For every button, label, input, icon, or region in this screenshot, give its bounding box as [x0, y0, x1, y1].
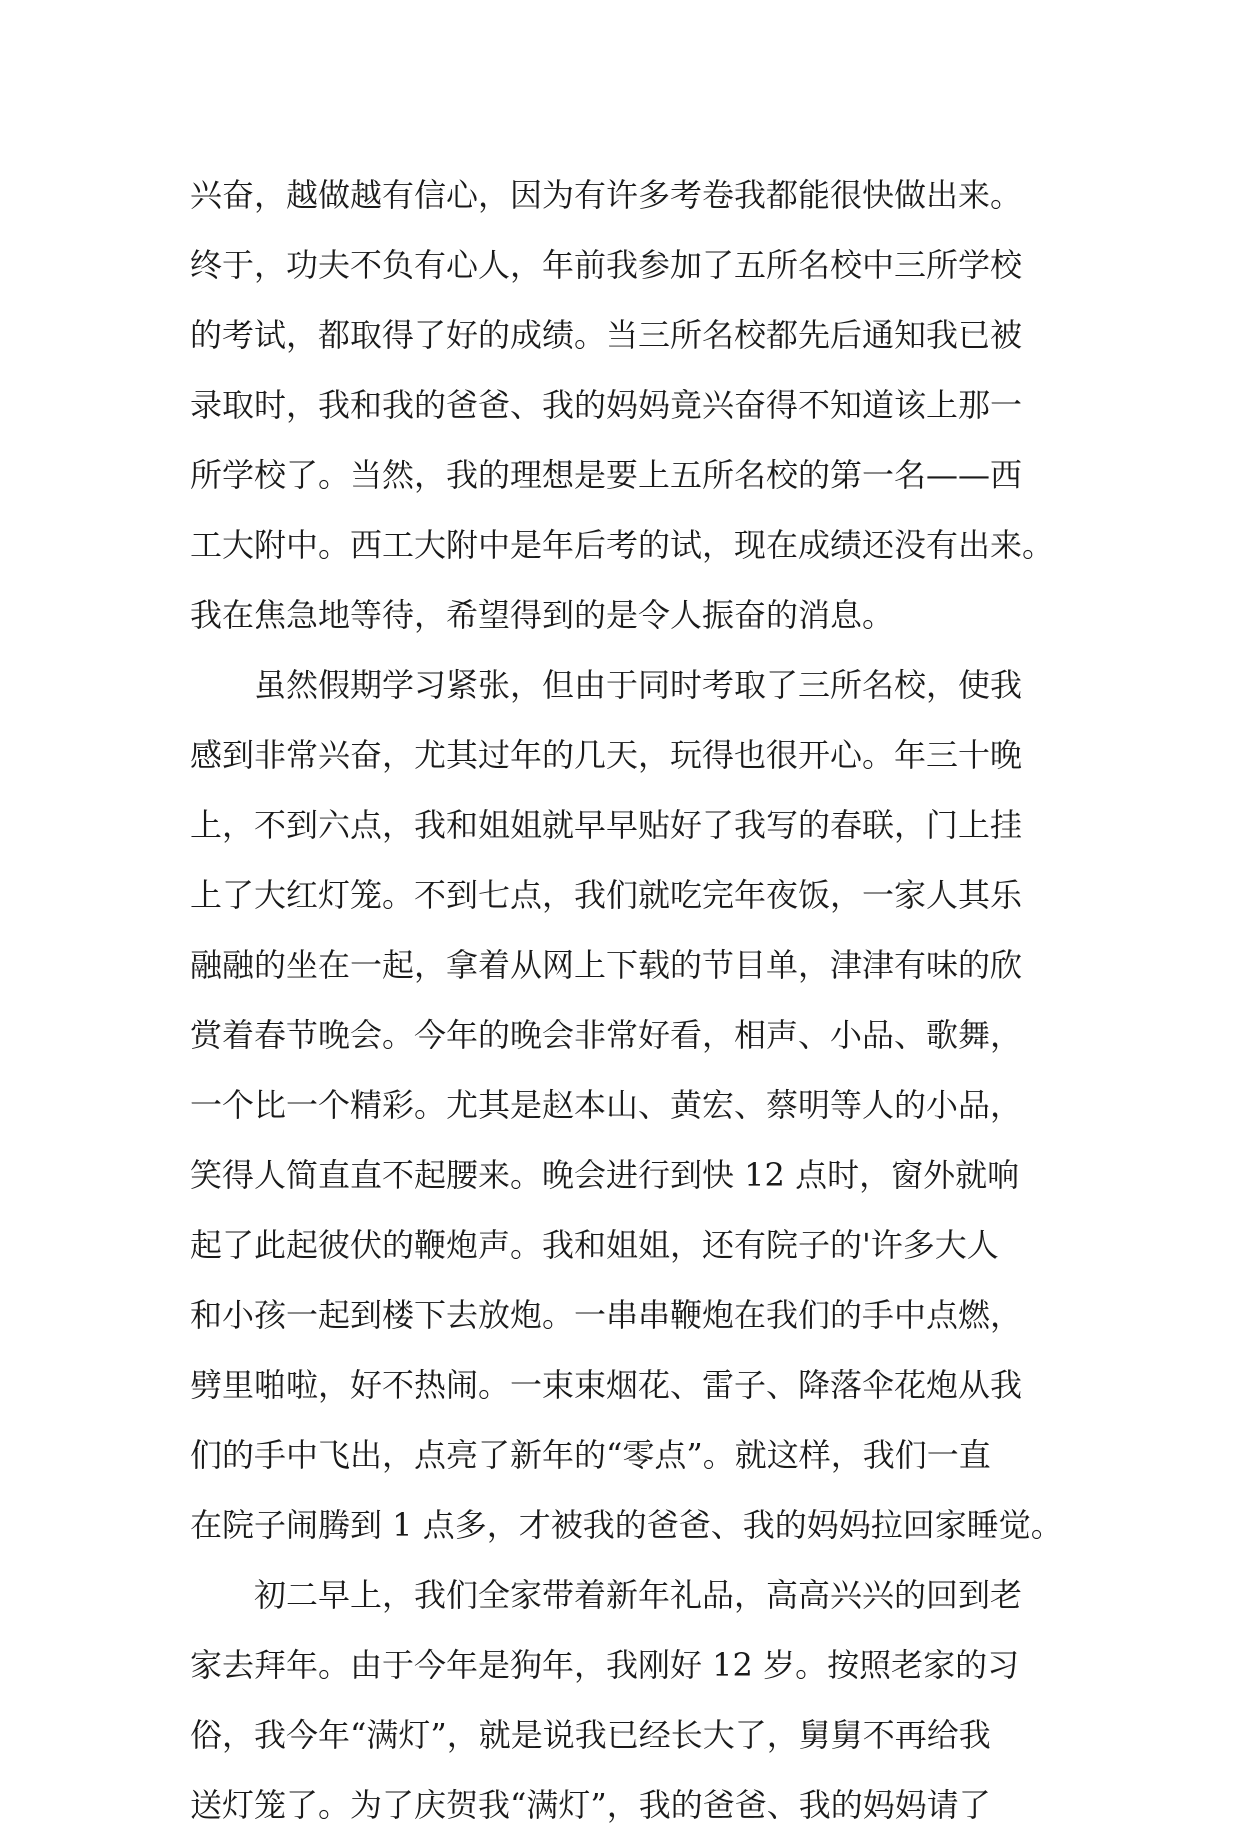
- text-line: 们的手中飞出，点亮了新年的“零点”。就这样，我们一直: [190, 1436, 991, 1474]
- text-line: 我在焦急地等待，希望得到的是令人振奋的消息。: [190, 596, 895, 634]
- text-line: 所学校了。当然，我的理想是要上五所名校的第一名——西: [190, 456, 1023, 494]
- body-text: [190, 160, 1070, 1840]
- paragraph-start-line: 初二早上，我们全家带着新年礼品，高高兴兴的回到老: [254, 1576, 1023, 1614]
- text-line: 送灯笼了。为了庆贺我“满灯”，我的爸爸、我的妈妈请了: [190, 1786, 991, 1824]
- text-line: 上了大红灯笼。不到七点，我们就吃完年夜饭，一家人其乐: [190, 876, 1023, 914]
- paragraph-start-line: 虽然假期学习紧张，但由于同时考取了三所名校，使我: [254, 666, 1023, 704]
- text-line: 工大附中。西工大附中是年后考的试，现在成绩还没有出来。: [190, 526, 1055, 564]
- text-line: 劈里啪啦，好不热闹。一束束烟花、雷子、降落伞花炮从我: [190, 1366, 1023, 1404]
- text-line: 录取时，我和我的爸爸、我的妈妈竟兴奋得不知道该上那一: [190, 386, 1023, 424]
- text-line: 上，不到六点，我和姐姐就早早贴好了我写的春联，门上挂: [190, 806, 1023, 844]
- text-line: 起了此起彼伏的鞭炮声。我和姐姐，还有院子的'许多大人: [190, 1226, 999, 1264]
- text-line: 和小孩一起到楼下去放炮。一串串鞭炮在我们的手中点燃，: [190, 1296, 1023, 1334]
- text-line: 一个比一个精彩。尤其是赵本山、黄宏、蔡明等人的小品，: [190, 1086, 1023, 1124]
- text-line: 融融的坐在一起，拿着从网上下载的节目单，津津有味的欣: [190, 946, 1023, 984]
- text-line: 赏着春节晚会。今年的晚会非常好看，相声、小品、歌舞，: [190, 1016, 1023, 1054]
- text-line: 笑得人简直直不起腰来。晚会进行到快 12 点时，窗外就响: [190, 1156, 1020, 1194]
- text-line: 在院子闹腾到 1 点多，才被我的爸爸、我的妈妈拉回家睡觉。: [190, 1506, 1063, 1544]
- text-line: 兴奋，越做越有信心，因为有许多考卷我都能很快做出来。: [190, 176, 1023, 214]
- text-line: 终于，功夫不负有心人，年前我参加了五所名校中三所学校: [190, 246, 1023, 284]
- text-line: 感到非常兴奋，尤其过年的几天，玩得也很开心。年三十晚: [190, 736, 1023, 774]
- text-line: 的考试，都取得了好的成绩。当三所名校都先后通知我已被: [190, 316, 1023, 354]
- text-line: 俗，我今年“满灯”，就是说我已经长大了，舅舅不再给我: [190, 1716, 991, 1754]
- text-line: 家去拜年。由于今年是狗年，我刚好 12 岁。按照老家的习: [190, 1646, 1020, 1684]
